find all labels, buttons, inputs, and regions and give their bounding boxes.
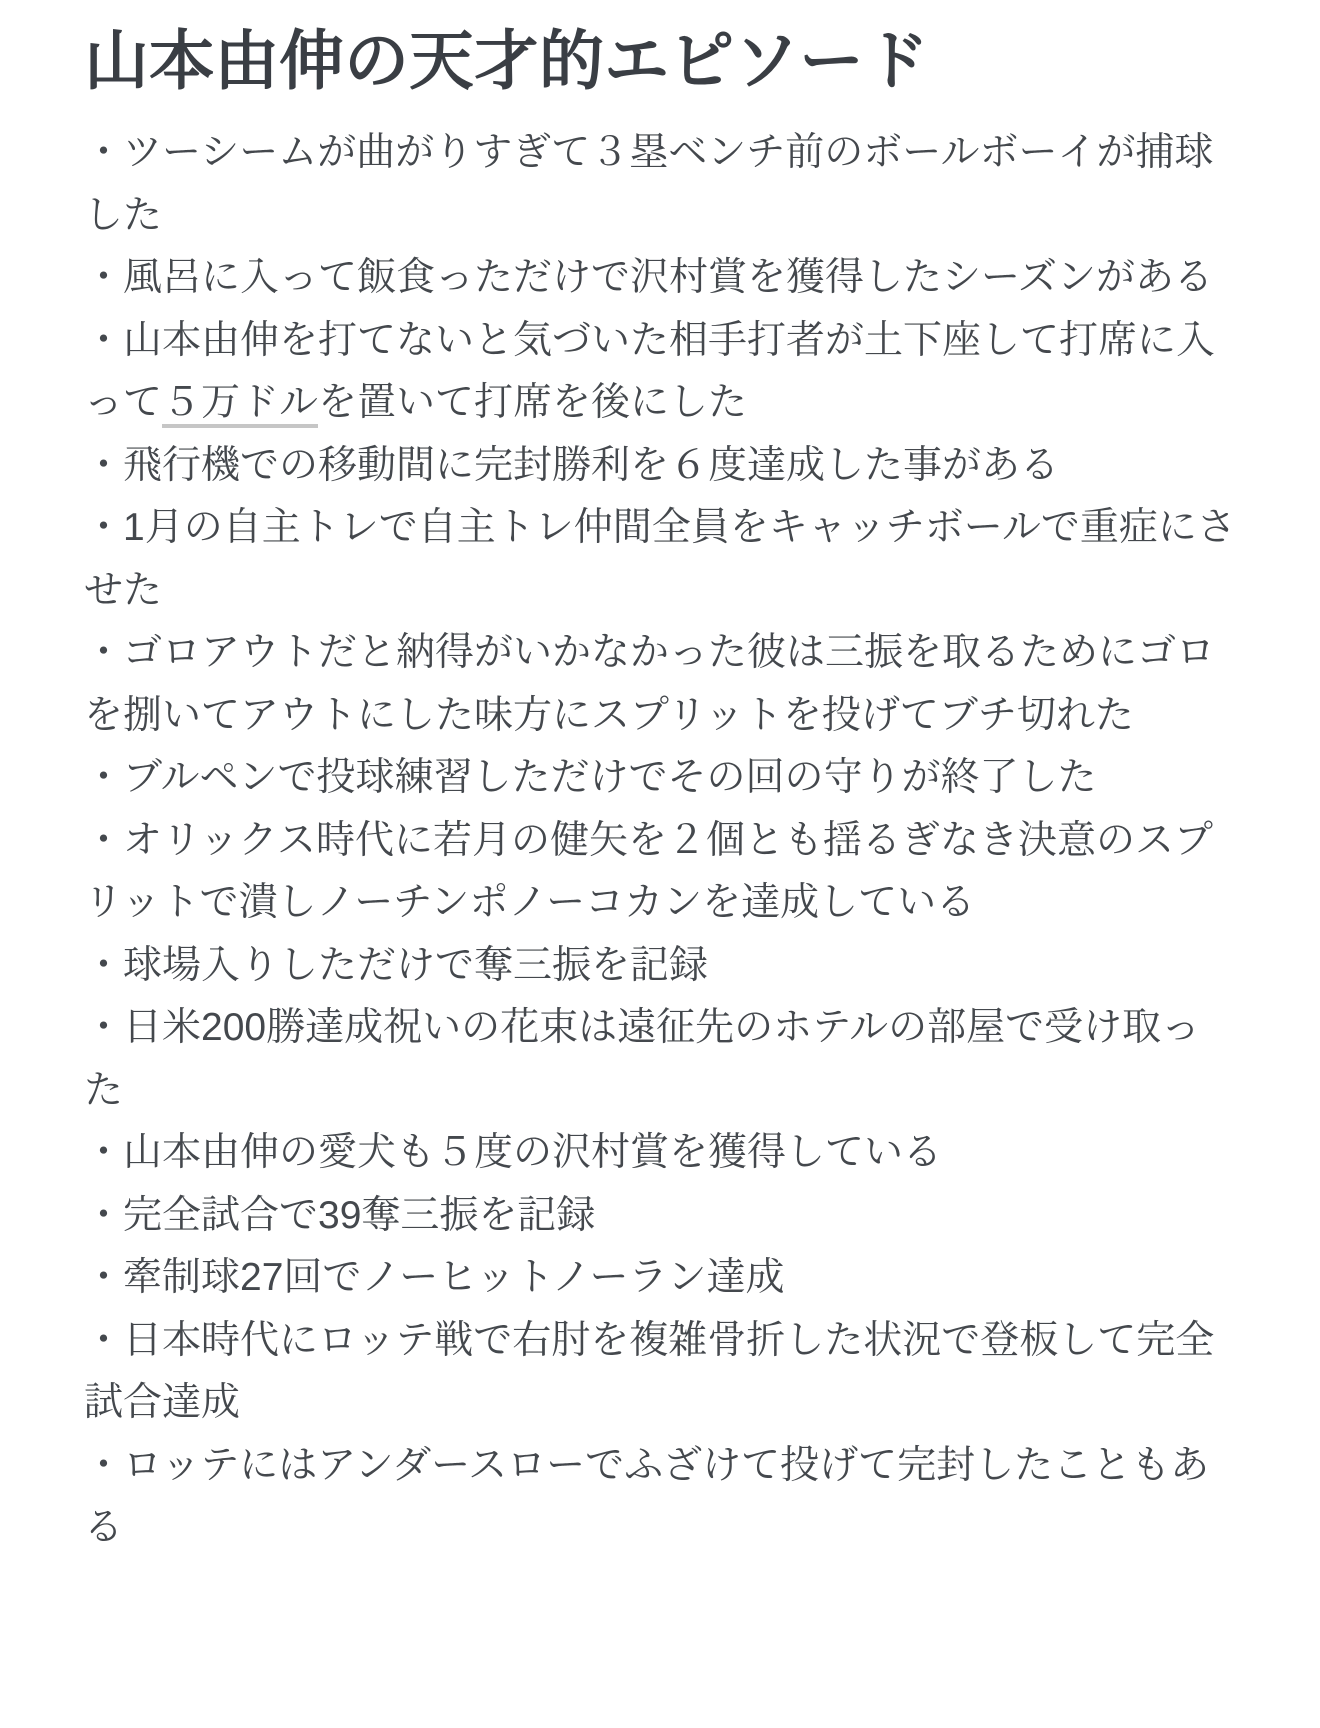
episode-item: ・牽制球27回でノーヒットノーラン達成 — [84, 1256, 785, 1299]
episode-text: ・山本由伸を打てないと気づいた相手打者が土下座して打席に入って — [84, 318, 1216, 424]
inline-link-50k-dollars[interactable]: ５万ドル — [162, 381, 318, 428]
page-title: 山本由伸の天才的エピソード — [84, 24, 930, 97]
episode-item: ・飛行機での移動間に完封勝利を６度達成した事がある — [84, 443, 1060, 487]
episode-text: を置いて打席を後にした — [318, 381, 748, 424]
episode-item: ・風呂に入って飯食っただけで沢村賞を獲得したシーズンがある — [84, 256, 1214, 299]
episode-item: ・1月の自主トレで自主トレ仲間全員をキャッチボールで重症にさせた — [84, 506, 1236, 612]
episode-item: ・オリックス時代に若月の健矢を２個とも揺るぎなき決意のスプリットで潰しノーチンポノーコカンを達成している — [84, 818, 1214, 924]
episode-item: ・ロッテにはアンダースローでふざけて投げて完封したこともある — [84, 1443, 1210, 1549]
episode-item: ・ブルペンで投球練習しただけでその回の守りが終了した — [84, 756, 1097, 799]
episode-item: ・球場入りしただけで奪三振を記録 — [84, 943, 709, 987]
episode-item: ・山本由伸の愛犬も５度の沢村賞を獲得している — [84, 1131, 943, 1174]
episode-item: ・ツーシームが曲がりすぎて３塁ベンチ前のボールボーイが捕球した — [84, 131, 1214, 237]
episode-item — [84, 310, 1236, 435]
episode-item: ・日本時代にロッテ戦で右肘を複雑骨折した状況で登板して完全試合達成 — [84, 1318, 1215, 1424]
episode-item: ・完全試合で39奪三振を記録 — [84, 1193, 596, 1237]
episode-item: ・日米200勝達成祝いの花束は遠征先のホテルの部屋で受け取った — [84, 1006, 1201, 1112]
episode-item: ・ゴロアウトだと納得がいかなかった彼は三振を取るためにゴロを捌いてアウトにした味方にスプリットを投げてブチ切れた — [84, 631, 1216, 737]
